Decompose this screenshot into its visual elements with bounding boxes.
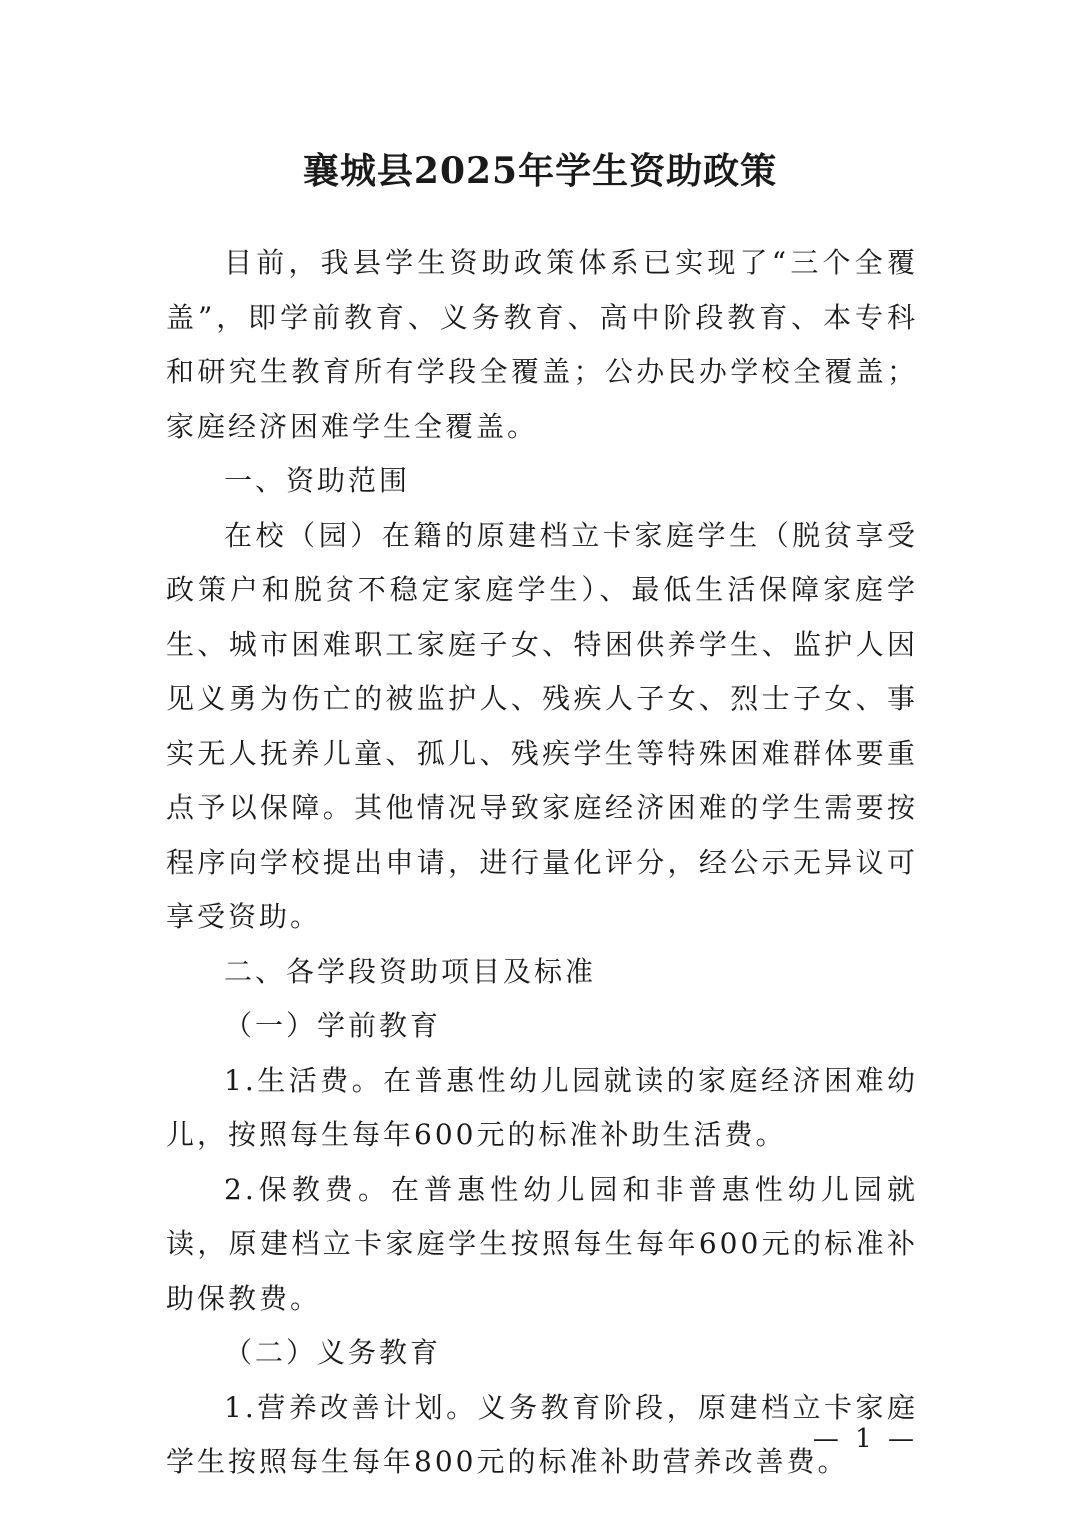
preschool-item-tuition: 2.保教费。在普惠性幼儿园和非普惠性幼儿园就读，原建档立卡家庭学生按照每生每年600元的标准补助保教费。 [166, 1172, 918, 1315]
intro-paragraph: 目前，我县学生资助政策体系已实现了“三个全覆盖”，即学前教育、义务教育、高中阶段教育、本专科和研究生教育所有学段全覆盖；公办民办学校全覆盖；家庭经济困难学生全覆盖。 [166, 246, 918, 443]
preschool-item-living-expenses: 1.生活费。在普惠性幼儿园就读的家庭经济困难幼儿，按照每生每年600元的标准补助生活费。 [166, 1063, 918, 1151]
section-heading-scope: 一、资助范围 [224, 464, 411, 497]
page-number: — 1 — [812, 1424, 918, 1454]
document-body [166, 236, 918, 1490]
compulsory-item-nutrition: 1.营养改善计划。义务教育阶段，原建档立卡家庭学生按照每生每年800元的标准补助营养改善费。 [166, 1390, 918, 1478]
scope-paragraph: 在校（园）在籍的原建档立卡家庭学生（脱贫享受政策户和脱贫不稳定家庭学生）、最低生活保障家庭学生、城市困难职工家庭子女、特困供养学生、监护人因见义勇为伤亡的被监护人、残疾人子女、烈士子女、事实无人抚养儿童、孤儿、残疾学生等特殊困难群体要重点予以保障。其他情况导致家庭经济困难的学生需要按程序向学校提出申请，进行量化评分，经公示无异议可享受资助。 [166, 518, 918, 933]
subsection-heading-preschool: （一）学前教育 [224, 1009, 442, 1042]
document-title: 襄城县2025年学生资助政策 [302, 150, 778, 192]
section-heading-standards: 二、各学段资助项目及标准 [224, 954, 597, 988]
subsection-heading-compulsory: （二）义务教育 [224, 1336, 442, 1369]
